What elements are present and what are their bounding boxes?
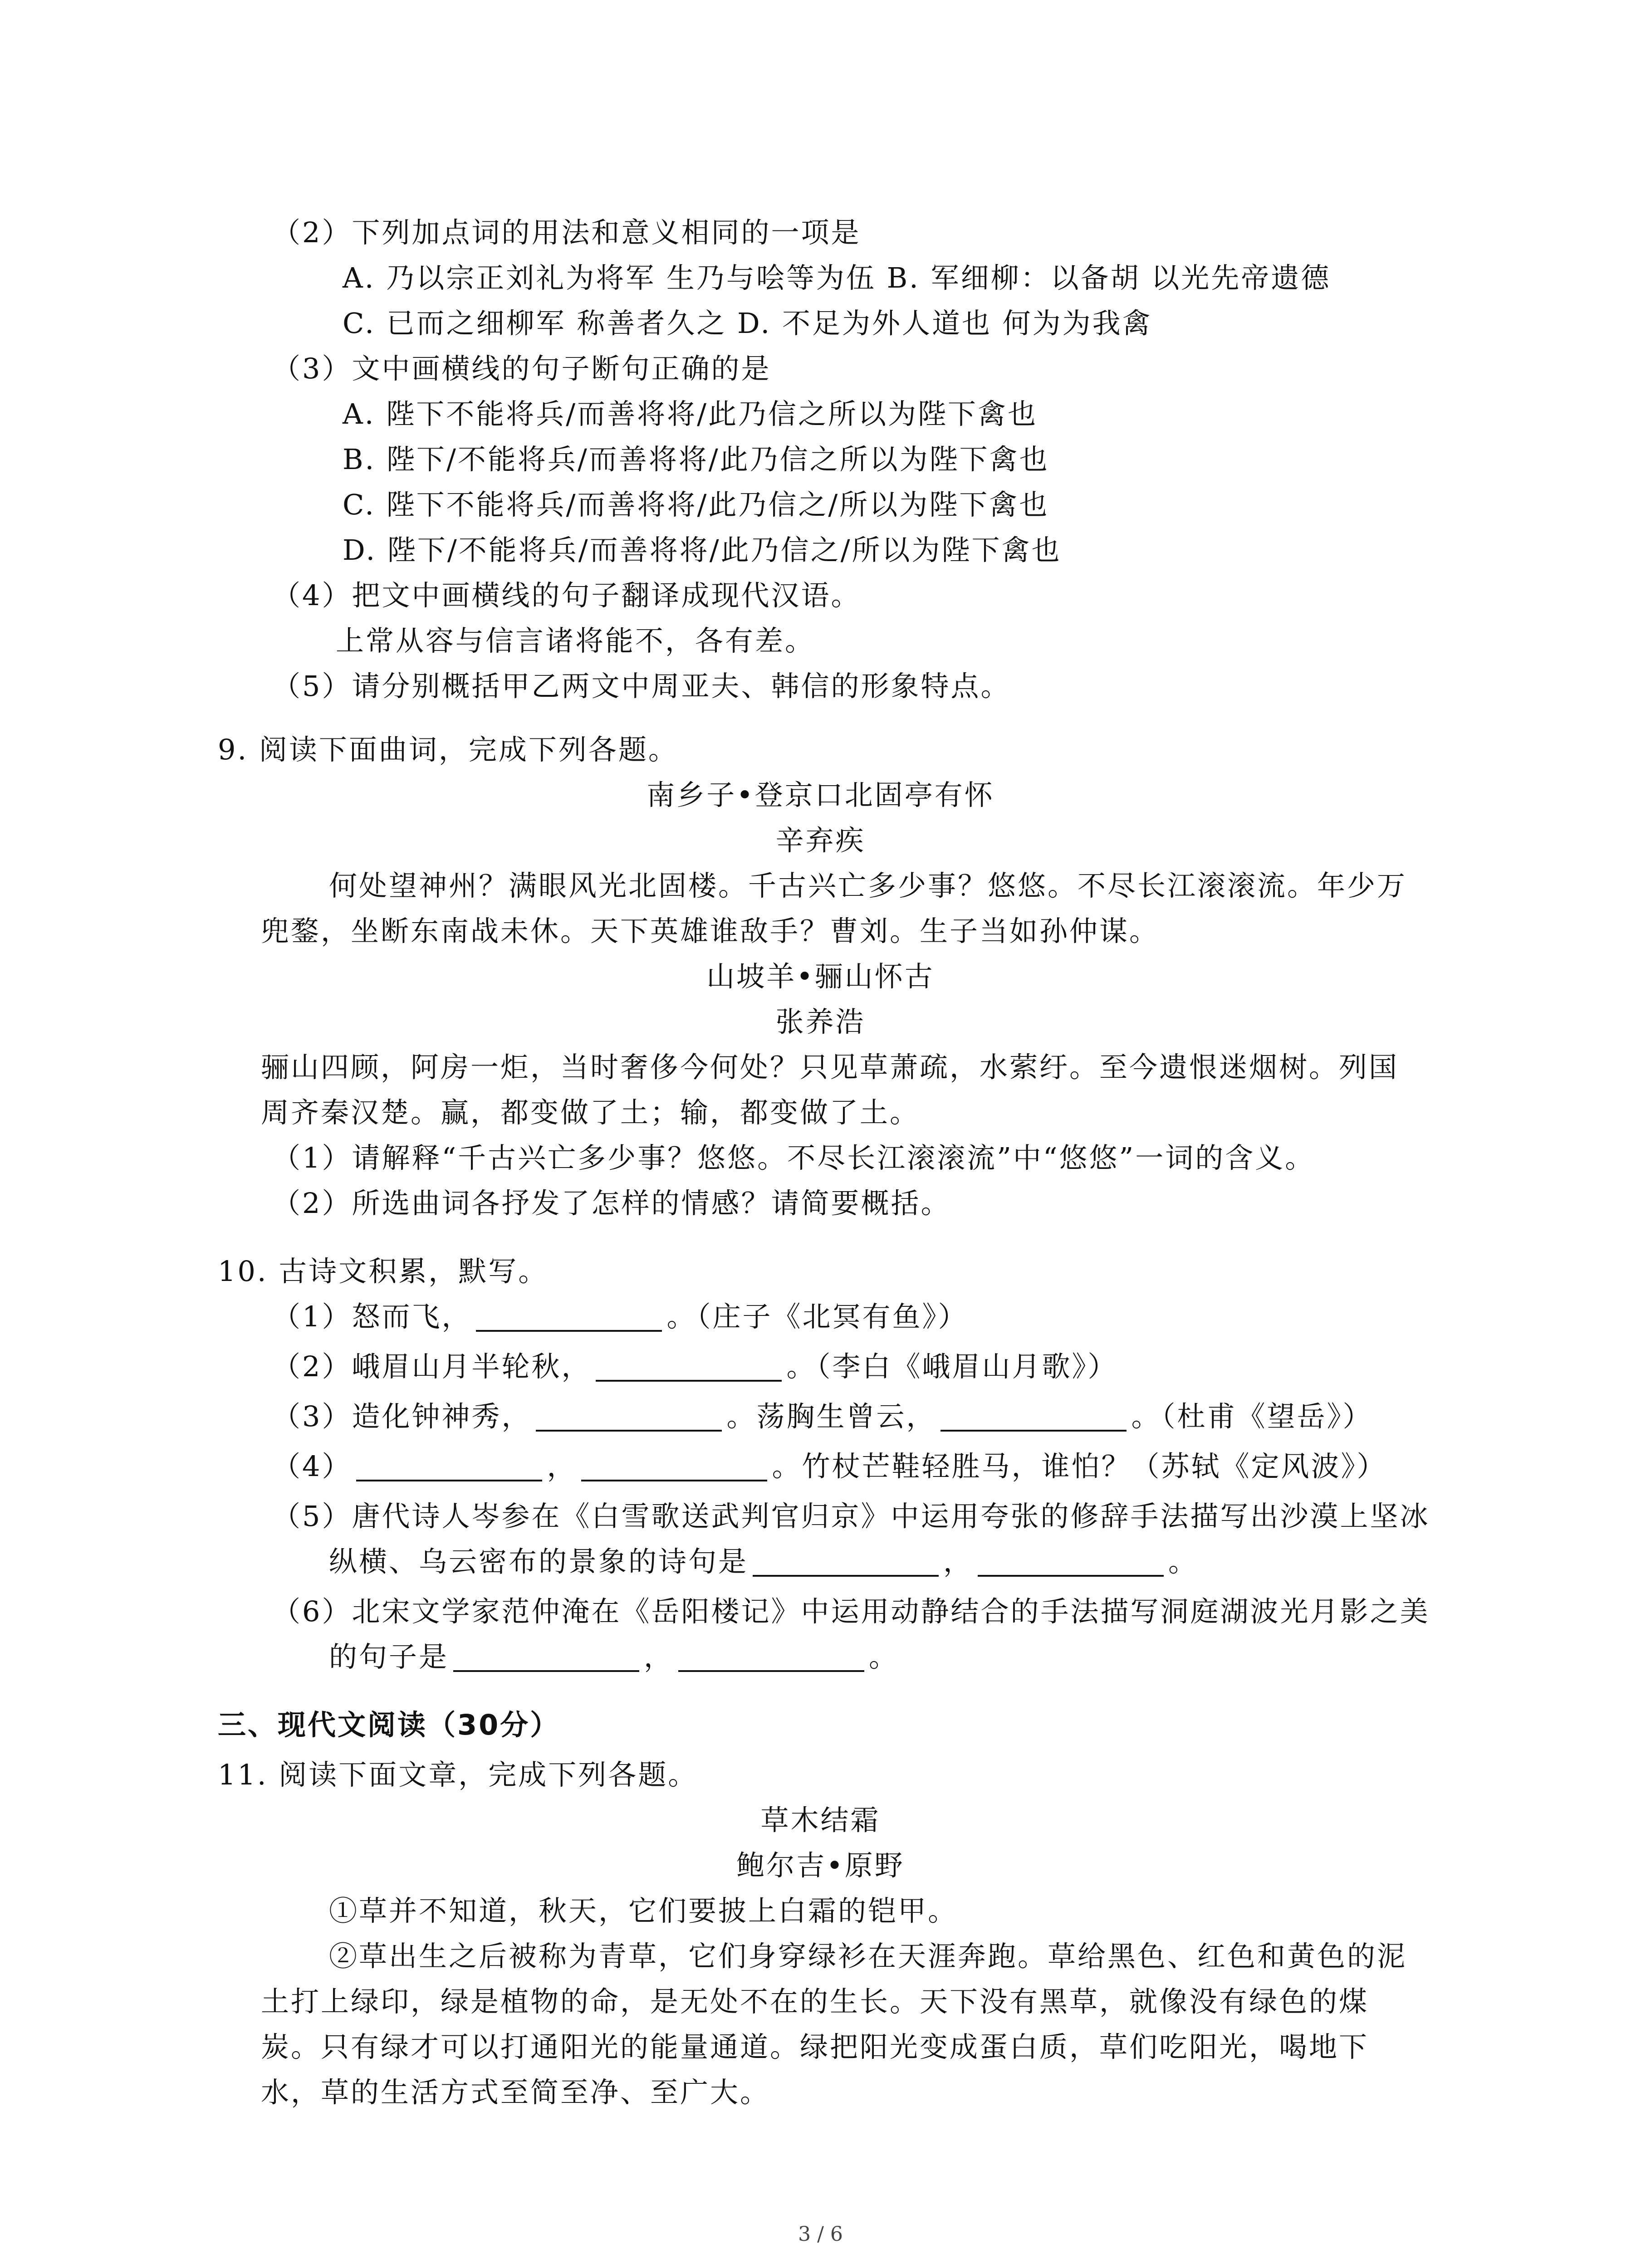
q10-line5-text-a: 纵横、乌云密布的景象的诗句是 (329, 1545, 749, 1578)
q10-line5-cont (329, 1542, 1198, 1581)
q10-line6-cont (329, 1637, 899, 1677)
q11-para2-line1: ②草出生之后被称为青草，它们身穿绿衫在天涯奔跑。草给黑色、红色和黄色的泥 (329, 1940, 1407, 1973)
q9-poem2-line2: 周齐秦汉楚。赢，都变做了土；输，都变做了土。 (261, 1096, 920, 1129)
answer-blank[interactable] (536, 1403, 722, 1432)
answer-blank[interactable] (596, 1353, 782, 1382)
q8-part5: （5）请分别概括甲乙两文中周亚夫、韩信的形象特点。 (272, 670, 1011, 703)
q10-line1-text-a: （1）怒而飞， (272, 1300, 472, 1333)
page-number: 3 / 6 (798, 2223, 843, 2246)
q9-poem1-line1: 何处望神州？满眼风光北固楼。千古兴亡多少事？悠悠。不尽长江滚滚流。年少万 (329, 869, 1407, 902)
q11-para2-line3: 炭。只有绿才可以打通阳光的能量通道。绿把阳光变成蛋白质，草们吃阳光，喝地下 (261, 2030, 1369, 2063)
q11-article-title: 草木结霜 (760, 1804, 881, 1837)
q10-line3-text-a: （3）造化钟神秀， (272, 1400, 532, 1433)
answer-blank[interactable] (356, 1452, 542, 1481)
q11-para1: ①草并不知道，秋天，它们要披上白霜的铠甲。 (329, 1894, 958, 1927)
q10-line5-text-c: 。 (1168, 1545, 1199, 1578)
q10-line2-text-a: （2）峨眉山月半轮秋， (272, 1350, 592, 1383)
q10-line5-text-b: ， (943, 1545, 974, 1578)
q9-poem1-author: 辛弃疾 (775, 824, 866, 857)
q10-line6-text-b: ， (644, 1640, 674, 1673)
q9-poem1-line2: 兜鍪，坐断东南战未休。天下英雄谁敌手？曹刘。生子当如孙仲谋。 (261, 914, 1160, 948)
q10-line5: （5）唐代诗人岑参在《白雪歌送武判官归京》中运用夸张的修辞手法描写出沙漠上坚冰 (272, 1500, 1430, 1533)
q10-line2 (272, 1347, 1117, 1386)
answer-blank[interactable] (941, 1403, 1127, 1432)
q10-line4-text-a: （4） (272, 1450, 352, 1483)
answer-blank[interactable] (476, 1303, 662, 1332)
q9-part2: （2）所选曲词各抒发了怎样的情感？请简要概括。 (272, 1187, 951, 1220)
answer-blank[interactable] (581, 1452, 767, 1481)
q10-stem: 10. 古诗文积累，默写。 (218, 1255, 549, 1288)
q10-line6: （6）北宋文学家范仲淹在《岳阳楼记》中运用动静结合的手法描写洞庭湖波光月影之美 (272, 1595, 1430, 1628)
q8-part3: （3）文中画横线的句子断句正确的是 (272, 352, 771, 385)
q10-line6-text-a: 的句子是 (329, 1640, 449, 1673)
q10-line6-text-c: 。 (869, 1640, 899, 1673)
answer-blank[interactable] (978, 1548, 1164, 1577)
q10-line2-text-b: 。（李白《峨眉山月歌》） (786, 1350, 1118, 1383)
q8-part4: （4）把文中画横线的句子翻译成现代汉语。 (272, 579, 861, 612)
q10-line4 (272, 1447, 1386, 1486)
q11-para2-line2: 土打上绿印，绿是植物的命，是无处不在的生长。天下没有黑草，就像没有绿色的煤 (261, 1985, 1369, 2018)
q10-line4-text-c: 。竹杖芒鞋轻胜马，谁怕？（苏轼《定风波》） (772, 1450, 1387, 1483)
q8-part3-option-a: A. 陛下不能将兵/而善将将/此乃信之所以为陛下禽也 (343, 397, 1038, 430)
answer-blank[interactable] (453, 1643, 639, 1672)
q8-part2: （2）下列加点词的用法和意义相同的一项是 (272, 216, 861, 249)
q10-line3-text-b: 。荡胸生曾云， (726, 1400, 936, 1433)
section3-heading: 三、现代文阅读（30分） (218, 1708, 560, 1741)
q9-poem2-author: 张养浩 (775, 1005, 866, 1038)
q10-line4-text-b: ， (547, 1450, 577, 1483)
q8-part2-options-cd: C. 已而之细柳军 称善者久之 D. 不足为外人道也 何为为我禽 (343, 307, 1152, 340)
q8-part2-options-ab: A. 乃以宗正刘礼为将军 生乃与哙等为伍 B. 军细柳：以备胡 以光先帝遗德 (343, 261, 1331, 294)
answer-blank[interactable] (678, 1643, 864, 1672)
q9-poem1-title: 南乡子•登京口北固亭有怀 (647, 778, 994, 811)
q9-part1: （1）请解释“千古兴亡多少事？悠悠。不尽长江滚滚流”中“悠悠”一词的含义。 (272, 1141, 1315, 1174)
q8-part3-option-b: B. 陛下/不能将兵/而善将将/此乃信之所以为陛下禽也 (343, 443, 1049, 476)
q9-poem2-title: 山坡羊•骊山怀古 (706, 960, 935, 993)
q9-poem2-line1: 骊山四顾，阿房一炬，当时奢侈今何处？只见草萧疏，水萦纡。至今遗恨迷烟树。列国 (261, 1051, 1399, 1084)
q11-para2-line4: 水，草的生活方式至简至净、至广大。 (261, 2076, 770, 2109)
q11-article-author: 鲍尔吉•原野 (736, 1849, 905, 1882)
q8-part3-option-d: D. 陛下/不能将兵/而善将将/此乃信之/所以为陛下禽也 (343, 533, 1062, 567)
q8-part3-option-c: C. 陛下不能将兵/而善将将/此乃信之/所以为陛下禽也 (343, 488, 1049, 521)
q10-line3-text-c: 。（杜甫《望岳》） (1131, 1400, 1373, 1433)
q11-stem: 11. 阅读下面文章，完成下列各题。 (218, 1758, 698, 1791)
q10-line1-text-b: 。（庄子《北冥有鱼》） (666, 1300, 968, 1333)
q10-line1 (272, 1297, 968, 1336)
q10-line3 (272, 1397, 1372, 1436)
q8-part4-sentence: 上常从容与信言诸将能不，各有差。 (336, 624, 815, 657)
answer-blank[interactable] (753, 1548, 939, 1577)
q9-stem: 9. 阅读下面曲词，完成下列各题。 (218, 733, 678, 766)
